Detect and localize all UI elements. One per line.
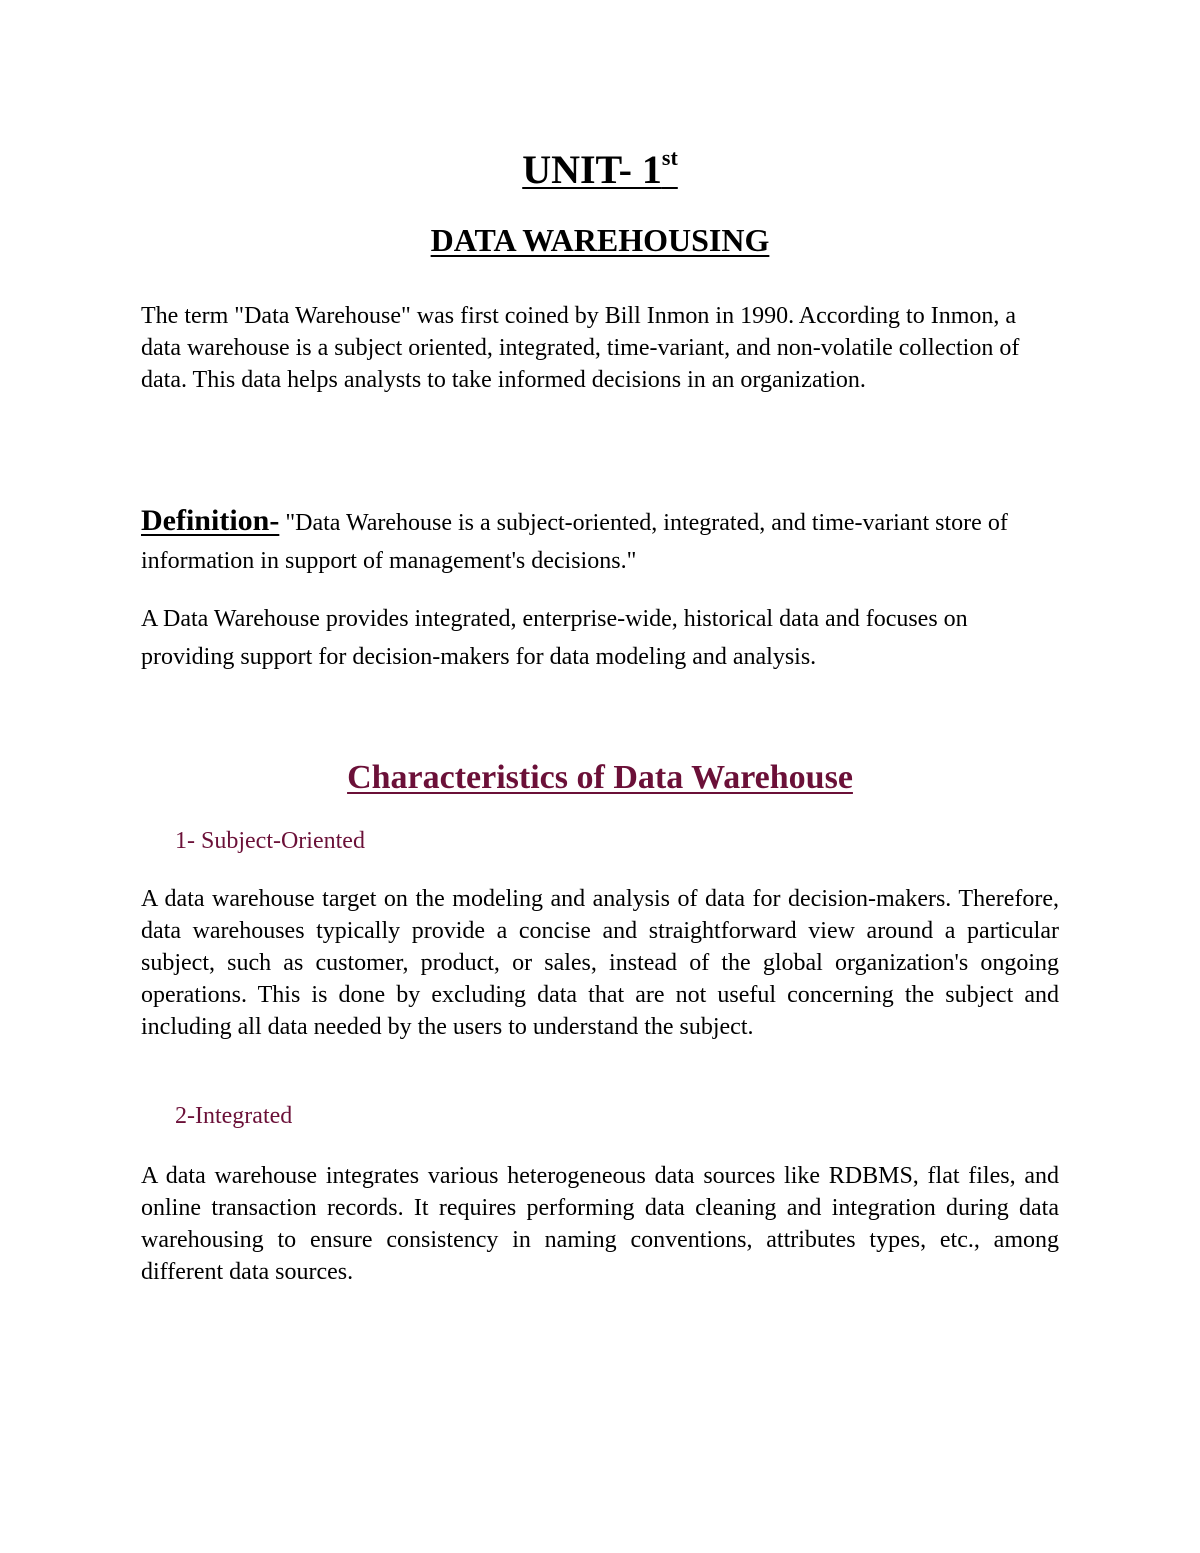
definition-paragraph: [141, 502, 1059, 580]
definition-text: "Data Warehouse is a subject-oriented, integrated, and time-variant store of information in support of management's decisions.": [141, 510, 1008, 574]
subject-oriented-heading: 1- Subject-Oriented: [175, 828, 365, 854]
unit-suffix: st: [661, 145, 678, 170]
subject-oriented-paragraph: A data warehouse target on the modeling and analysis of data for decision-makers. Therefore, data warehouses typically provide a concise and straightforward view around a particular subject, such as customer, product, or sales, instead of the global organization's ongoing operations. This is done by excluding data that are not useful concerning the subject and including all data needed by the users to understand the subject.: [141, 886, 1059, 1040]
integrated-paragraph: A data warehouse integrates various heterogeneous data sources like RDBMS, flat files, and online transaction records. It requires performing data cleaning and integration during data warehousing to ensure consistency in naming conventions, attributes types, etc., among different data sources.: [141, 1163, 1059, 1285]
unit-title: [0, 145, 1200, 195]
unit-title-text: [522, 147, 678, 192]
subject-title: DATA WAREHOUSING: [430, 222, 770, 258]
unit-label: UNIT- 1: [522, 147, 662, 192]
integrated-heading: 2-Integrated: [175, 1103, 293, 1129]
intro-paragraph: The term "Data Warehouse" was first coined by Bill Inmon in 1990. According to Inmon, a data warehouse is a subject oriented, integrated, time-variant, and non-volatile collection of data. This data helps analysts to take informed decisions in an organization.: [141, 303, 1020, 393]
provides-paragraph: A Data Warehouse provides integrated, enterprise-wide, historical data and focuses on providing support for decision-makers for data modeling and analysis.: [141, 606, 968, 670]
definition-label: Definition-: [141, 504, 280, 537]
characteristics-title: Characteristics of Data Warehouse: [347, 759, 853, 796]
